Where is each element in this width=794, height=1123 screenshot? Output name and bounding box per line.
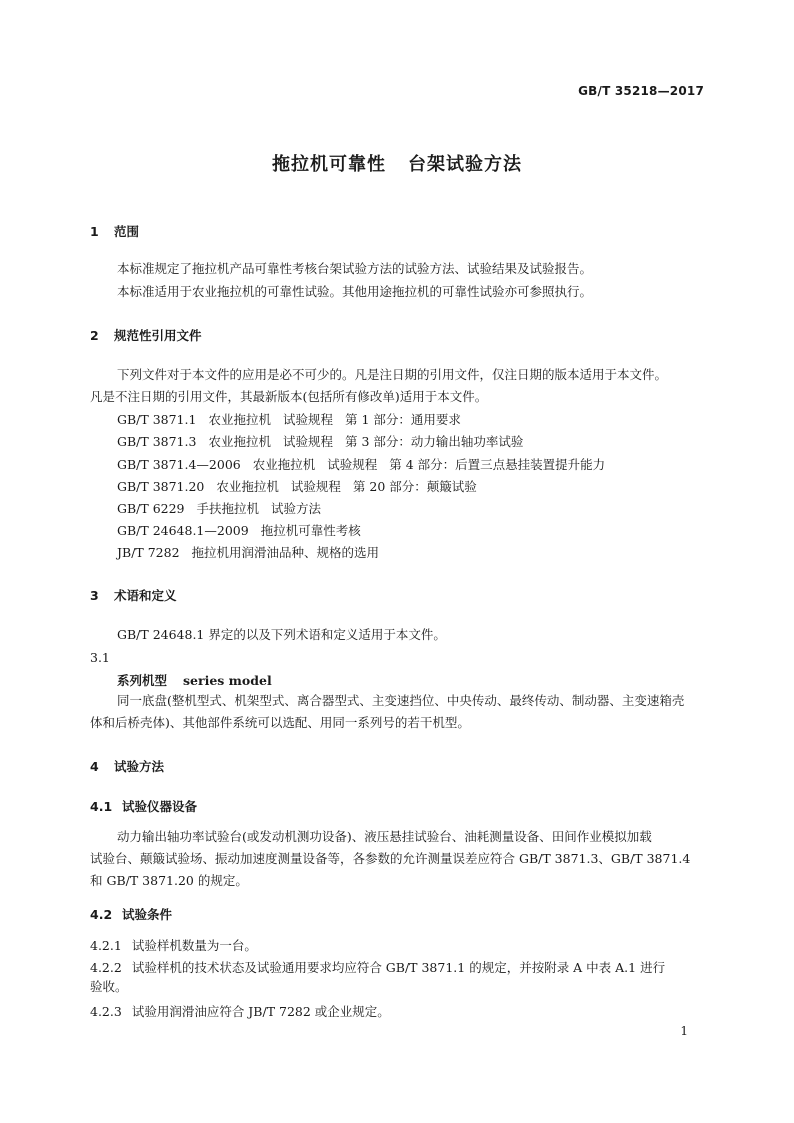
- section-3-heading: [90, 586, 177, 604]
- reference-title: 农业拖拉机: [208, 434, 271, 449]
- page-title: [0, 150, 794, 176]
- paragraph: 验收。: [90, 979, 128, 994]
- reference-title: 试验方法: [271, 501, 322, 516]
- section-4-heading: [90, 757, 164, 775]
- clause-text: 试验样机数量为一台。: [131, 938, 257, 953]
- term-english: series model: [183, 673, 272, 688]
- term-number: 3.1: [90, 650, 110, 665]
- reference-item: [117, 455, 605, 473]
- reference-code: GB/T 3871.3: [117, 434, 197, 449]
- paragraph: 凡是不注日期的引用文件，其最新版本(包括所有修改单)适用于本文件。: [90, 389, 488, 404]
- subsection-4-1-heading: [90, 797, 197, 815]
- section-title: 范围: [114, 224, 140, 239]
- term-chinese: 系列机型: [117, 673, 168, 688]
- term-heading: [117, 671, 272, 689]
- clause-4-2-1: [90, 936, 257, 954]
- section-number: 2: [90, 328, 99, 343]
- section-number: 4.1: [90, 799, 113, 814]
- section-1-heading: [90, 222, 139, 240]
- clause-text: 试验用润滑油应符合 JB/T 7282 或企业规定。: [131, 1004, 390, 1019]
- reference-code: GB/T 6229: [117, 501, 185, 516]
- paragraph: 本标准适用于农业拖拉机的可靠性试验。其他用途拖拉机的可靠性试验亦可参照执行。: [117, 284, 593, 299]
- reference-title: 试验规程: [282, 412, 333, 427]
- page-number: 1: [680, 1024, 688, 1038]
- paragraph: 和 GB/T 3871.20 的规定。: [90, 873, 248, 888]
- reference-title: 农业拖拉机: [216, 479, 279, 494]
- section-title: 试验仪器设备: [122, 799, 198, 814]
- paragraph: 下列文件对于本文件的应用是必不可少的。凡是注日期的引用文件，仅注日期的版本适用于本文件。: [117, 367, 668, 382]
- paragraph: 动力输出轴功率试验台(或发动机测功设备)、液压悬挂试验台、油耗测量设备、田间作业模拟加载: [117, 829, 652, 844]
- reference-item: [117, 477, 477, 495]
- section-title: 试验方法: [114, 759, 165, 774]
- reference-code: GB/T 24648.1—2009: [117, 523, 249, 538]
- clause-number: 4.2.2: [90, 960, 122, 975]
- reference-title: 第 1 部分：通用要求: [344, 412, 461, 427]
- reference-title: 第 20 部分：颠簸试验: [352, 479, 477, 494]
- paragraph: 同一底盘(整机型式、机架型式、离合器型式、主变速挡位、中央传动、最终传动、制动器、主变速箱壳: [117, 693, 685, 708]
- reference-title: 农业拖拉机: [208, 412, 271, 427]
- section-title: 规范性引用文件: [114, 328, 202, 343]
- reference-title: 农业拖拉机: [252, 457, 316, 472]
- reference-code: JB/T 7282: [117, 545, 180, 560]
- document-code: GB/T 35218—2017: [578, 84, 704, 98]
- reference-item: [117, 543, 379, 561]
- title-part-2: 台架试验方法: [408, 154, 522, 175]
- reference-code: GB/T 3871.4—2006: [117, 457, 241, 472]
- paragraph: 本标准规定了拖拉机产品可靠性考核台架试验方法的试验方法、试验结果及试验报告。: [117, 261, 593, 276]
- reference-code: GB/T 3871.20: [117, 479, 205, 494]
- section-number: 4: [90, 759, 99, 774]
- section-number: 4.2: [90, 907, 113, 922]
- reference-title: 手扶拖拉机: [196, 501, 260, 516]
- reference-item: [117, 410, 461, 428]
- section-number: 3: [90, 588, 99, 603]
- title-part-1: 拖拉机可靠性: [272, 154, 386, 175]
- section-number: 1: [90, 224, 99, 239]
- section-title: 试验条件: [122, 907, 173, 922]
- clause-text: 试验样机的技术状态及试验通用要求均应符合 GB/T 3871.1 的规定，并按附录 A 中表 A.1 进行: [131, 960, 666, 975]
- section-title: 术语和定义: [114, 588, 177, 603]
- clause-4-2-2: [90, 958, 665, 976]
- reference-code: GB/T 3871.1: [117, 412, 197, 427]
- reference-title: 试验规程: [282, 434, 333, 449]
- reference-title: 第 3 部分：动力输出轴功率试验: [344, 434, 524, 449]
- reference-item: [117, 499, 321, 517]
- clause-4-2-3: [90, 1002, 390, 1020]
- reference-title: 试验规程: [290, 479, 341, 494]
- reference-title: 拖拉机可靠性考核: [260, 523, 361, 538]
- reference-item: [117, 521, 361, 539]
- clause-number: 4.2.1: [90, 938, 122, 953]
- clause-number: 4.2.3: [90, 1004, 122, 1019]
- reference-item: [117, 432, 523, 450]
- reference-title: 第 4 部分：后置三点悬挂装置提升能力: [389, 457, 606, 472]
- reference-title: 拖拉机用润滑油品种、规格的选用: [191, 545, 380, 560]
- subsection-4-2-heading: [90, 905, 172, 923]
- reference-title: 试验规程: [327, 457, 378, 472]
- paragraph: GB/T 24648.1 界定的以及下列术语和定义适用于本文件。: [117, 627, 446, 642]
- section-2-heading: [90, 326, 202, 344]
- paragraph: 体和后桥壳体)、其他部件系统可以选配、用同一系列号的若干机型。: [90, 715, 470, 730]
- paragraph: 试验台、颠簸试验场、振动加速度测量设备等，各参数的允许测量误差应符合 GB/T 3871.3、GB/T 3871.4: [90, 851, 691, 866]
